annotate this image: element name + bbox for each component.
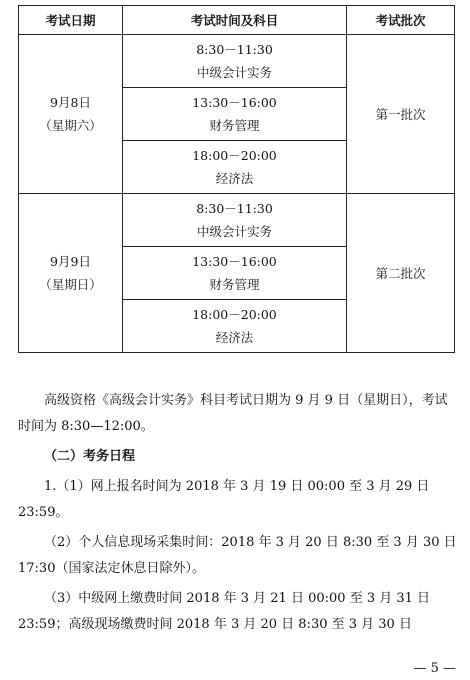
registration-paragraph: 1.（1）网上报名时间为 2018 年 3 月 19 日 00:00 至 3 月 29 日 23:59。 — [18, 479, 430, 520]
time-subject-cell — [123, 247, 347, 300]
exam-subject: 经济法 — [215, 171, 254, 186]
batch-cell: 第二批次 — [347, 194, 455, 353]
exam-schedule-table — [18, 5, 455, 353]
exam-date-cell — [19, 194, 123, 353]
exam-weekday: （星期六） — [39, 118, 102, 133]
payment-paragraph: （3）中级网上缴费时间 2018 年 3 月 21 日 00:00 至 3 月 31 日 23:59；高级现场缴费时间 2018 年 3 月 20 日 8:30 至 3 月 30 日 — [18, 591, 431, 632]
exam-weekday: （星期日） — [39, 277, 102, 292]
info-collection-paragraph: （2）个人信息现场采集时间：2018 年 3 月 20 日 8:30 至 3 月 30 日 17:30（国家法定休息日除外）。 — [18, 535, 457, 576]
exam-date: 9月8日 — [50, 95, 91, 110]
senior-exam-paragraph: 高级资格《高级会计实务》科目考试日期为 9 月 9 日（星期日），考试时间为 8:30—12:00。 — [18, 393, 448, 434]
header-batch: 考试批次 — [347, 6, 455, 35]
section-heading: （二）考务日程 — [44, 449, 136, 464]
exam-time: 13:30－16:00 — [192, 95, 277, 110]
time-subject-cell — [123, 88, 347, 141]
exam-subject: 财务管理 — [209, 277, 260, 292]
exam-date: 9月9日 — [50, 254, 91, 269]
exam-subject: 经济法 — [215, 330, 254, 345]
exam-date-cell — [19, 35, 123, 194]
header-time-subject: 考试时间及科目 — [123, 6, 347, 35]
exam-time: 8:30－11:30 — [196, 201, 273, 216]
exam-time: 8:30－11:30 — [196, 42, 273, 57]
exam-time: 18:00－20:00 — [192, 148, 277, 163]
header-exam-date: 考试日期 — [19, 6, 123, 35]
time-subject-cell — [123, 35, 347, 88]
exam-subject: 中级会计实务 — [196, 65, 272, 80]
page-number: — 5 — — [413, 661, 456, 676]
table-header-row — [19, 6, 455, 35]
time-subject-cell — [123, 141, 347, 194]
exam-subject: 财务管理 — [209, 118, 260, 133]
exam-time: 18:00－20:00 — [192, 307, 277, 322]
body-text — [18, 388, 458, 638]
batch-cell: 第一批次 — [347, 35, 455, 194]
table-row — [19, 194, 455, 247]
time-subject-cell — [123, 300, 347, 353]
table-row — [19, 35, 455, 88]
time-subject-cell — [123, 194, 347, 247]
exam-time: 13:30－16:00 — [192, 254, 277, 269]
exam-subject: 中级会计实务 — [196, 224, 272, 239]
